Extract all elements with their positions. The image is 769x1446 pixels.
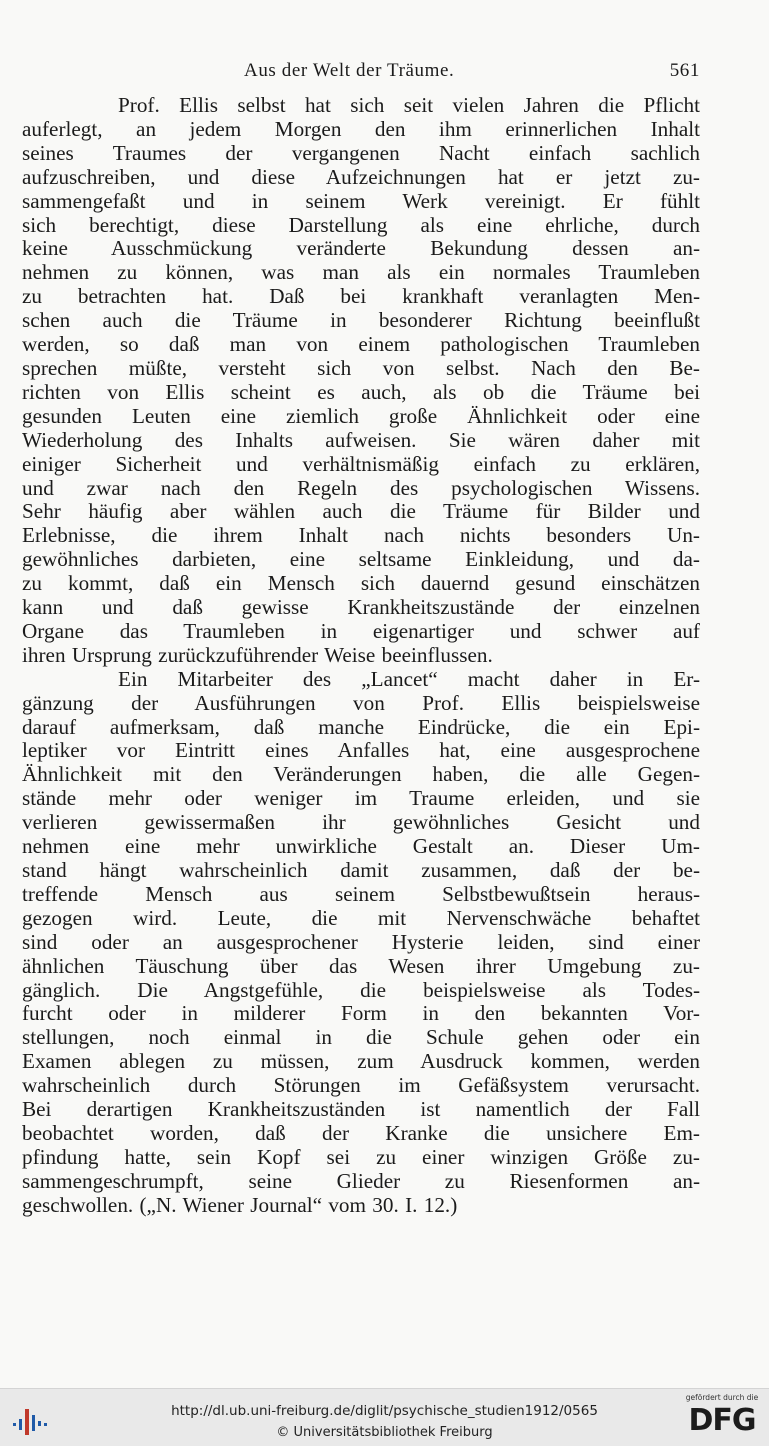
text-line: aufzuschreiben, und diese Aufzeichnungen hat er jetzt zu- — [22, 164, 700, 189]
text-line: nehmen eine mehr unwirkliche Gestalt an. Dieser Um- — [22, 834, 700, 859]
text-line: Ähnlichkeit mit den Veränderungen haben, die alle Gegen- — [22, 762, 700, 787]
text-line: zu kommt, daß ein Mensch sich dauernd gesund einschätzen — [22, 571, 700, 596]
text-line: darauf aufmerksam, daß manche Eindrücke, die ein Epi- — [22, 714, 700, 739]
text-line: furcht oder in milderer Form in den bekannten Vor- — [22, 1001, 700, 1026]
text-line: Wiederholung des Inhalts aufweisen. Sie wären daher mit — [22, 427, 700, 452]
dfg-logo-icon: DFG — [688, 1403, 756, 1438]
text-line: treffende Mensch aus seinem Selbstbewußtsein heraus- — [22, 881, 700, 906]
text-line: seines Traumes der vergangenen Nacht einfach sachlich — [22, 140, 700, 165]
text-line: beobachtet worden, daß der Kranke die unsichere Em- — [22, 1120, 700, 1145]
page-header — [70, 60, 700, 88]
text-line: leptiker vor Eintritt eines Anfalles hat, eine ausgesprochene — [22, 738, 700, 763]
text-line: Prof. Ellis selbst hat sich seit vielen Jahren die Pflicht — [118, 93, 700, 117]
text-line: schen auch die Träume in besonderer Richtung beeinflußt — [22, 308, 700, 333]
text-line: Sehr häufig aber wählen auch die Träume für Bilder und — [22, 499, 700, 524]
text-line: Ein Mitarbeiter des „Lancet“ macht daher in Er- — [118, 666, 700, 691]
dfg-caption: gefördert durch die — [685, 1393, 759, 1402]
text-line: gänglich. Die Angstgefühle, die beispielsweise als Todes- — [22, 977, 700, 1002]
text-line: Examen ablegen zu müssen, zum Ausdruck kommen, werden — [22, 1049, 700, 1074]
text-line: gewöhnliches darbieten, eine seltsame Einkleidung, und da- — [22, 547, 700, 572]
text-line: geschwollen. („N. Wiener Journal“ vom 30. I. 12.) — [22, 1192, 458, 1217]
text-line: sammengefaßt und in seinem Werk vereinigt. Er fühlt — [22, 188, 700, 213]
text-line: auferlegt, an jedem Morgen den ihm erinnerlichen Inhalt — [22, 116, 700, 141]
text-line: sind oder an ausgesprochener Hysterie leiden, sind einer — [22, 929, 700, 954]
paragraph-1 — [22, 93, 700, 668]
text-line: einiger Sicherheit und verhältnismäßig einfach zu erklären, — [22, 451, 700, 476]
text-line: sammengeschrumpft, seine Glieder zu Riesenformen an- — [22, 1168, 700, 1193]
copyright-text: © Universitätsbibliothek Freiburg — [276, 1425, 493, 1440]
text-line: sich berechtigt, diese Darstellung als eine ehrliche, durch — [22, 212, 700, 237]
text-line: ähnlichen Täuschung über das Wesen ihrer Umgebung zu- — [22, 953, 700, 978]
footer-bar — [0, 1388, 769, 1446]
text-line: stellungen, noch einmal in die Schule gehen oder ein — [22, 1025, 700, 1050]
source-url-link[interactable]: http://dl.ub.uni-freiburg.de/diglit/psychische_studien1912/0565 — [171, 1403, 598, 1419]
text-line: keine Ausschmückung veränderte Bekundung dessen an- — [22, 236, 700, 261]
text-line: werden, so daß man von einem pathologischen Traumleben — [22, 332, 700, 357]
text-line: ihren Ursprung zurückzuführender Weise beeinflussen. — [22, 642, 493, 667]
text-line: Bei derartigen Krankheitszuständen ist namentlich der Fall — [22, 1097, 700, 1122]
paragraph-2 — [22, 666, 700, 1218]
text-line: Erlebnisse, die ihrem Inhalt nach nichts besonders Un- — [22, 523, 700, 548]
text-line: stand hängt wahrscheinlich damit zusammen, daß der be- — [22, 858, 700, 882]
text-line: Organe das Traumleben in eigenartiger und schwer auf — [22, 618, 700, 643]
text-line: gänzung der Ausführungen von Prof. Ellis beispielsweise — [22, 690, 700, 715]
text-line: gezogen wird. Leute, die mit Nervenschwäche behaftet — [22, 905, 700, 930]
body-text — [22, 93, 700, 1218]
text-line: zu betrachten hat. Daß bei krankhaft veranlagten Men- — [22, 284, 700, 309]
text-line: gesunden Leuten eine ziemlich große Ähnlichkeit oder eine — [22, 403, 700, 428]
text-line: wahrscheinlich durch Störungen im Gefäßsystem verursacht. — [22, 1073, 700, 1098]
text-line: nehmen zu können, was man als ein normales Traumleben — [22, 260, 700, 285]
text-line: richten von Ellis scheint es auch, als ob die Träume bei — [22, 379, 700, 404]
running-title: Aus der Welt der Träume. — [244, 60, 455, 81]
text-line: pfindung hatte, sein Kopf sei zu einer winzigen Größe zu- — [22, 1144, 700, 1169]
text-line: sprechen müßte, versteht sich von selbst. Nach den Be- — [22, 355, 700, 380]
text-line: stände mehr oder weniger im Traume erleiden, und sie — [22, 786, 700, 811]
page-number: 561 — [669, 60, 700, 81]
text-line: kann und daß gewisse Krankheitszustände der einzelnen — [22, 595, 700, 620]
text-line: und zwar nach den Regeln des psychologischen Wissens. — [22, 475, 700, 500]
text-line: verlieren gewissermaßen ihr gewöhnliches Gesicht und — [22, 810, 700, 835]
